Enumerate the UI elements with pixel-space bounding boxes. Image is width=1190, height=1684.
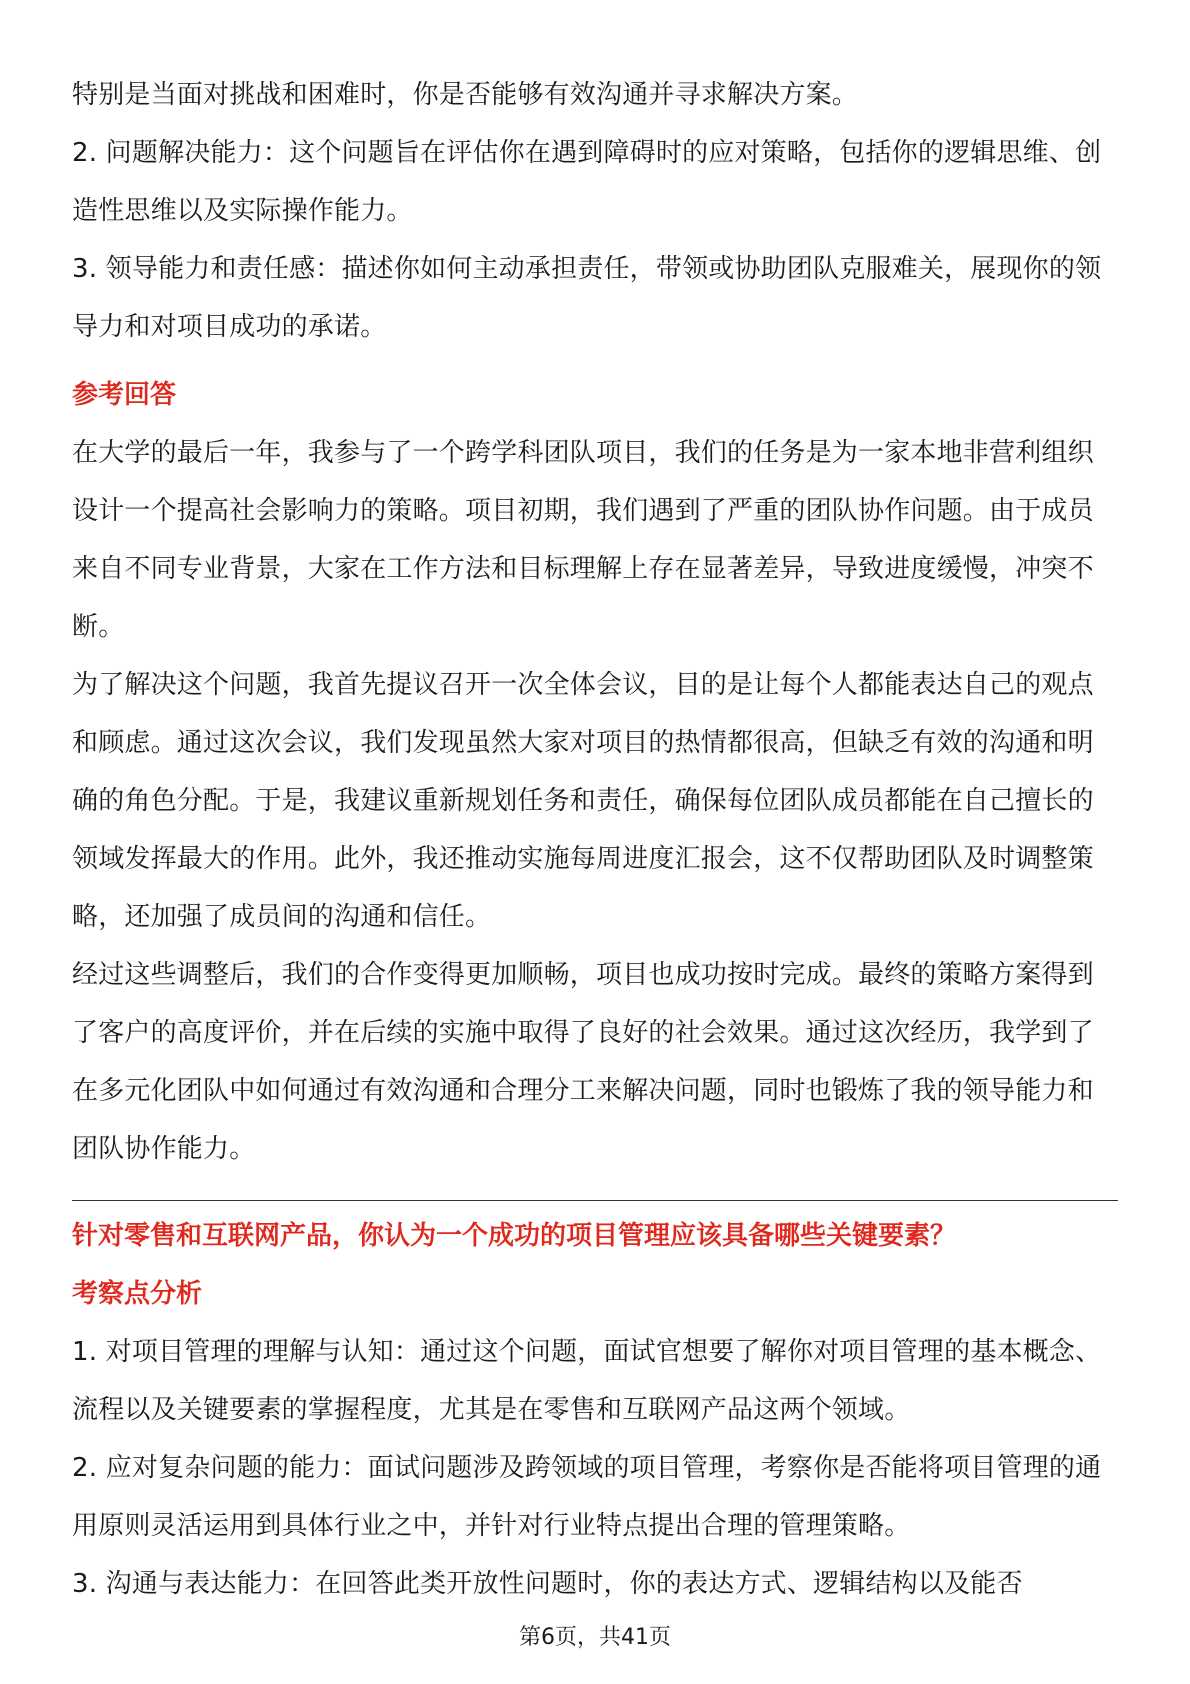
continuation-paragraph: 特别是当面对挑战和困难时，你是否能够有效沟通并寻求解决方案。 [72, 80, 859, 110]
section-divider [72, 1200, 1118, 1201]
question-title: 针对零售和互联网产品，你认为一个成功的项目管理应该具备哪些关键要素？ [72, 1221, 957, 1251]
analysis-heading: 考察点分析 [72, 1279, 203, 1309]
question-analysis-item-1: 1. 对项目管理的理解与认知：通过这个问题，面试官想要了解你对项目管理的基本概念、流程以及关键要素的掌握程度，尤其是在零售和互联网产品这两个领域。 [72, 1337, 1102, 1425]
answer-paragraph-2: 为了解决这个问题，我首先提议召开一次全体会议，目的是让每个人都能表达自己的观点和顾虑。通过这次会议，我们发现虽然大家对项目的热情都很高，但缺乏有效的沟通和明确的角色分配。于是，我建议重新规划任务和责任，确保每位团队成员都能在自己擅长的领域发挥最大的作用。此外，我还推动实施每周进度汇报会，这不仅帮助团队及时调整策略，还加强了成员间的沟通和信任。 [72, 670, 1094, 932]
page-content [72, 66, 1118, 1613]
reference-answer-heading: 参考回答 [72, 380, 177, 410]
analysis-item-3: 3. 领导能力和责任感：描述你如何主动承担责任，带领或协助团队克服难关，展现你的领导力和对项目成功的承诺。 [72, 254, 1102, 342]
answer-paragraph-1: 在大学的最后一年，我参与了一个跨学科团队项目，我们的任务是为一家本地非营利组织设计一个提高社会影响力的策略。项目初期，我们遇到了严重的团队协作问题。由于成员来自不同专业背景，大家在工作方法和目标理解上存在显著差异，导致进度缓慢，冲突不断。 [72, 438, 1094, 642]
answer-paragraph-3: 经过这些调整后，我们的合作变得更加顺畅，项目也成功按时完成。最终的策略方案得到了客户的高度评价，并在后续的实施中取得了良好的社会效果。通过这次经历，我学到了在多元化团队中如何通过有效沟通和合理分工来解决问题，同时也锻炼了我的领导能力和团队协作能力。 [72, 960, 1094, 1164]
page-number: 第6页，共41页 [519, 1625, 671, 1650]
analysis-item-2: 2. 问题解决能力：这个问题旨在评估你在遇到障碍时的应对策略，包括你的逻辑思维、创造性思维以及实际操作能力。 [72, 138, 1102, 226]
question-analysis-item-2: 2. 应对复杂问题的能力：面试问题涉及跨领域的项目管理，考察你是否能将项目管理的通用原则灵活运用到具体行业之中，并针对行业特点提出合理的管理策略。 [72, 1453, 1102, 1541]
question-analysis-item-3: 3. 沟通与表达能力：在回答此类开放性问题时，你的表达方式、逻辑结构以及能否 [72, 1569, 1023, 1599]
